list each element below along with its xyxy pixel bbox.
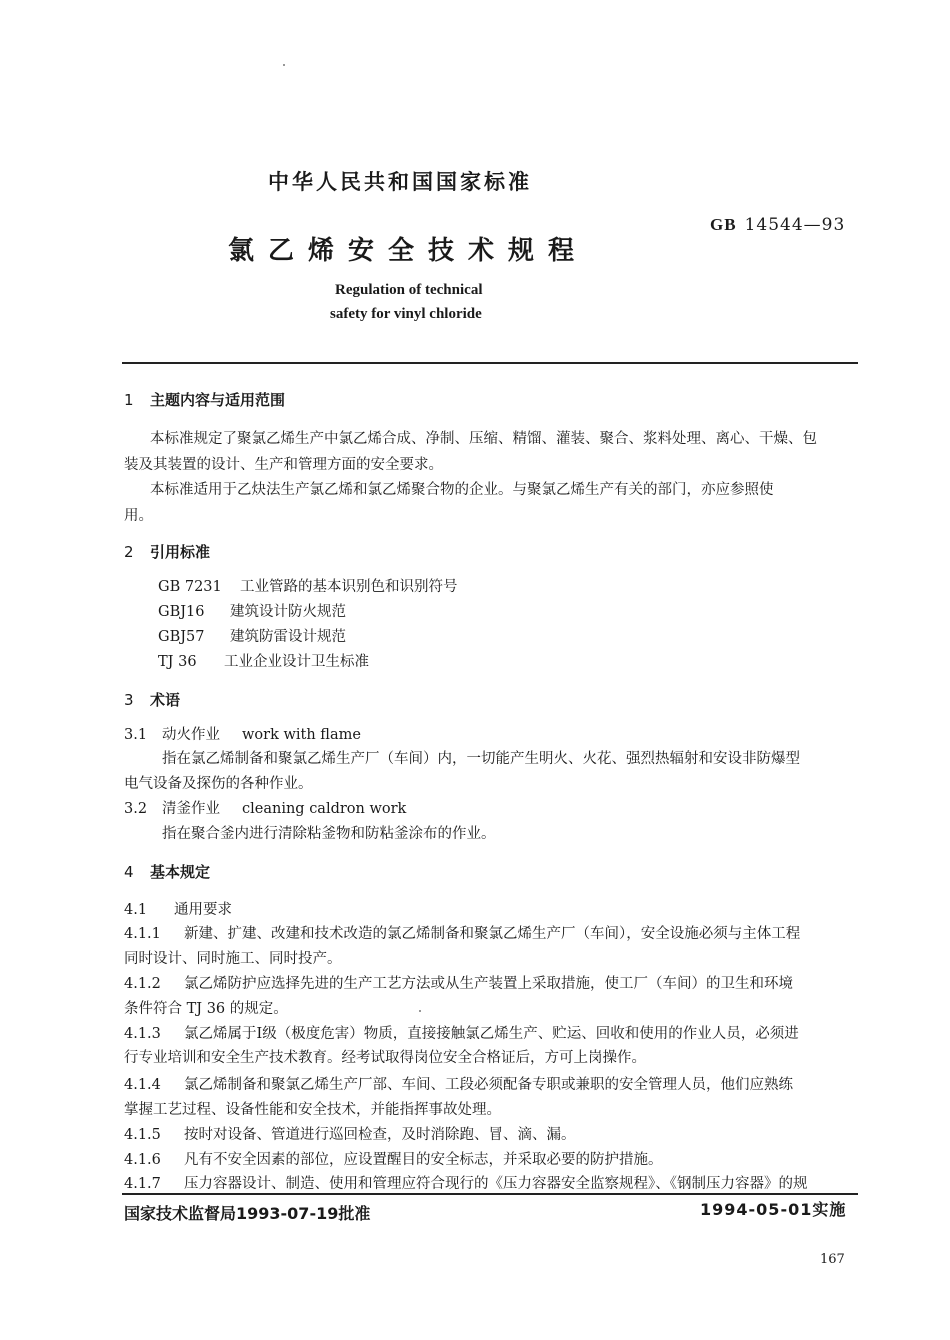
- term-number: 3.2: [124, 801, 148, 817]
- section-title: 术语: [150, 691, 181, 709]
- term-3-2-definition: 指在聚合釜内进行清除粘釜物和防粘釜涂布的作业。: [162, 826, 496, 842]
- scan-speck: [419, 1010, 421, 1012]
- english-title-line1: Regulation of technical: [335, 282, 483, 298]
- clause-text: 氯乙烯制备和聚氯乙烯生产厂部、车间、工段必须配备专职或兼职的安全管理人员，他们应熟练: [184, 1077, 793, 1093]
- term-name: 动火作业: [162, 727, 220, 743]
- subsection-number: 4.1: [124, 902, 148, 918]
- effective-date: 1994-05-01实施: [700, 1200, 847, 1219]
- subsection-title: 通用要求: [174, 902, 232, 918]
- section-title: 引用标准: [150, 543, 211, 561]
- standard-code: 14544—93: [744, 215, 846, 235]
- section-2-heading: [124, 541, 210, 562]
- reference-name: 建筑设计防火规范: [230, 604, 346, 620]
- reference-item: [158, 625, 346, 646]
- section-4-heading: [124, 861, 210, 882]
- clause-4-1-3: [124, 1022, 799, 1043]
- reference-code: TJ 36: [158, 654, 197, 670]
- section-1-para2-line1: 本标准适用于乙炔法生产氯乙烯和氯乙烯聚合物的企业。与聚氯乙烯生产有关的部门，亦应参照使: [150, 482, 774, 498]
- clause-4-1-2: [124, 972, 793, 993]
- clause-number: 4.1.4: [124, 1077, 161, 1093]
- reference-item: [158, 575, 458, 596]
- term-3-1-definition-line2: 电气设备及探伤的各种作业。: [124, 776, 313, 792]
- english-title-line2: safety for vinyl chloride: [330, 306, 482, 322]
- national-standard-heading: 中华人民共和国国家标准: [268, 170, 532, 194]
- reference-item: [158, 650, 369, 671]
- reference-name: 工业管路的基本识别色和识别符号: [240, 579, 458, 595]
- standard-number: [710, 215, 845, 235]
- reference-name: 工业企业设计卫生标准: [224, 654, 369, 670]
- document-title: 氯乙烯安全技术规程: [228, 236, 589, 266]
- footer-divider: [122, 1193, 858, 1195]
- subsection-4-1: [124, 898, 232, 919]
- reference-code: GB 7231: [158, 579, 222, 595]
- section-number: 3: [124, 691, 134, 709]
- term-3-2: [124, 797, 406, 818]
- clause-text: 氯乙烯防护应选择先进的生产工艺方法或从生产装置上采取措施，使工厂（车间）的卫生和环境: [184, 976, 793, 992]
- reference-name: 建筑防雷设计规范: [230, 629, 346, 645]
- section-number: 4: [124, 863, 134, 881]
- standard-prefix: GB: [710, 215, 737, 234]
- clause-text: 凡有不安全因素的部位，应设置醒目的安全标志，并采取必要的防护措施。: [184, 1152, 663, 1168]
- section-3-heading: [124, 689, 180, 710]
- section-1-heading: [124, 389, 285, 410]
- clause-4-1-7: [124, 1172, 808, 1193]
- clause-4-1-1: [124, 922, 800, 943]
- reference-code: GBJ16: [158, 604, 205, 620]
- clause-text: 氯乙烯属于Ⅰ级（极度危害）物质，直接接触氯乙烯生产、贮运、回收和使用的作业人员，必须进: [184, 1026, 799, 1042]
- clause-text: 新建、扩建、改建和技术改造的氯乙烯制备和聚氯乙烯生产厂（车间），安全设施必须与主体工程: [184, 926, 801, 942]
- scan-speck: [283, 64, 285, 66]
- term-english: work with flame: [242, 727, 361, 743]
- clause-4-1-3-line2: 行专业培训和安全生产技术教育。经考试取得岗位安全合格证后，方可上岗操作。: [124, 1050, 646, 1066]
- clause-number: 4.1.3: [124, 1026, 161, 1042]
- section-number: 2: [124, 543, 134, 561]
- clause-text: 按时对设备、管道进行巡回检查，及时消除跑、冒、滴、漏。: [184, 1127, 576, 1143]
- clause-number: 4.1.6: [124, 1152, 161, 1168]
- section-number: 1: [124, 391, 134, 409]
- clause-number: 4.1.7: [124, 1176, 161, 1192]
- term-number: 3.1: [124, 727, 148, 743]
- approval-note: 国家技术监督局1993-07-19批准: [124, 1204, 371, 1223]
- term-english: cleaning caldron work: [242, 801, 407, 817]
- reference-item: [158, 600, 346, 621]
- term-3-1-definition-line1: 指在氯乙烯制备和聚氯乙烯生产厂（车间）内，一切能产生明火、火花、强烈热辐射和安设非防爆型: [162, 751, 800, 767]
- clause-4-1-1-line2: 同时设计、同时施工、同时投产。: [124, 951, 342, 967]
- clause-4-1-6: [124, 1148, 663, 1169]
- term-3-1: [124, 723, 361, 744]
- section-1-para2-line2: 用。: [124, 508, 153, 524]
- section-1-para1-line1: 本标准规定了聚氯乙烯生产中氯乙烯合成、净制、压缩、精馏、灌装、聚合、浆料处理、离心、干燥、包: [150, 431, 817, 447]
- clause-text: 压力容器设计、制造、使用和管理应符合现行的《压力容器安全监察规程》、《钢制压力容器》的规: [184, 1176, 808, 1192]
- clause-number: 4.1.1: [124, 926, 161, 942]
- header-divider: [122, 362, 858, 364]
- term-name: 清釜作业: [162, 801, 220, 817]
- clause-number: 4.1.2: [124, 976, 161, 992]
- reference-code: GBJ57: [158, 629, 205, 645]
- section-1-para1-line2: 装及其装置的设计、生产和管理方面的安全要求。: [124, 457, 443, 473]
- clause-4-1-5: [124, 1123, 576, 1144]
- section-title: 基本规定: [150, 863, 211, 881]
- clause-4-1-2-line2: 条件符合 TJ 36 的规定。: [124, 1001, 288, 1017]
- section-title: 主题内容与适用范围: [150, 391, 286, 409]
- clause-number: 4.1.5: [124, 1127, 161, 1143]
- clause-4-1-4-line2: 掌握工艺过程、设备性能和安全技术，并能指挥事故处理。: [124, 1102, 501, 1118]
- page-number: 167: [820, 1252, 845, 1267]
- clause-4-1-4: [124, 1073, 793, 1094]
